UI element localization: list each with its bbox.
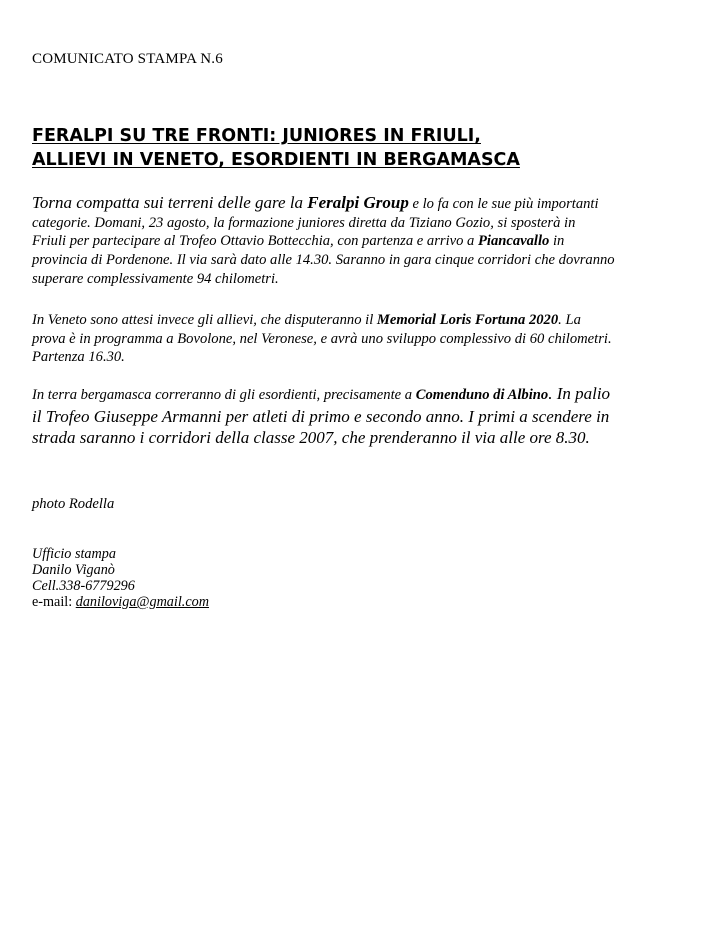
paragraph-line: superare complessivamente 94 chilometri. <box>32 270 279 287</box>
text-run: e lo fa con le sue più importanti <box>408 196 599 212</box>
text-run: . In palio <box>548 384 611 403</box>
photo-credit: photo Rodella <box>32 496 115 512</box>
page-title <box>32 124 692 172</box>
text-run: In Veneto sono attesi invece gli allievi, che disputeranno il <box>32 312 377 328</box>
paragraph-line <box>32 383 697 406</box>
text-run: In terra bergamasca correranno di gli esordienti, precisamente a <box>32 387 416 403</box>
race-name: Memorial Loris Fortuna 2020 <box>376 312 559 328</box>
text-run: Torna compatta sui terreni delle gare la <box>32 193 308 212</box>
location-name: Piancavallo <box>478 233 550 250</box>
email-label: e-mail: <box>32 594 76 610</box>
contact-email-row <box>32 594 209 610</box>
text-run: in <box>549 233 565 250</box>
paragraph-line: categorie. Domani, 23 agosto, la formazione juniores diretta da Tiziano Gozio, si sposterà in <box>32 214 576 231</box>
paragraph-line <box>32 311 697 330</box>
location-name: Comenduno di Albino <box>415 387 549 403</box>
contact-name: Danilo Viganò <box>32 562 115 578</box>
paragraph-line <box>32 232 697 251</box>
team-name: Feralpi Group <box>307 193 409 212</box>
email-link[interactable]: daniloviga@gmail.com <box>75 594 209 610</box>
paragraph-allievi <box>32 311 697 367</box>
contact-office: Ufficio stampa <box>32 546 116 562</box>
paragraph-juniores <box>32 194 697 289</box>
paragraph-line: prova è in programma a Bovolone, nel Veronese, e avrà uno sviluppo complessivo di 60 chilometri. <box>32 330 612 347</box>
paragraph-esordienti <box>32 383 697 448</box>
paragraph-line: Partenza 16.30. <box>32 349 125 366</box>
title-line-1: FERALPI SU TRE FRONTI: JUNIORES IN FRIULI, <box>32 126 481 146</box>
contact-block <box>32 546 209 610</box>
text-run: . La <box>558 312 581 328</box>
paragraph-line: il Trofeo Giuseppe Armanni per atleti di primo e secondo anno. I primi a scendere in <box>32 407 610 426</box>
title-line-2: ALLIEVI IN VENETO, ESORDIENTI IN BERGAMASCA <box>32 150 520 170</box>
paragraph-line <box>32 194 697 214</box>
paragraph-line: provincia di Pordenone. Il via sarà dato alle 14.30. Saranno in gara cinque corridori che dovranno <box>32 252 615 269</box>
press-release-number: COMUNICATO STAMPA N.6 <box>32 51 223 67</box>
paragraph-line: strada saranno i corridori della classe 2007, che prenderanno il via alle ore 8.30. <box>32 428 590 447</box>
text-run: Friuli per partecipare al Trofeo Ottavio Bottecchia, con partenza e arrivo a <box>32 233 478 250</box>
contact-phone: Cell.338-6779296 <box>32 578 135 594</box>
